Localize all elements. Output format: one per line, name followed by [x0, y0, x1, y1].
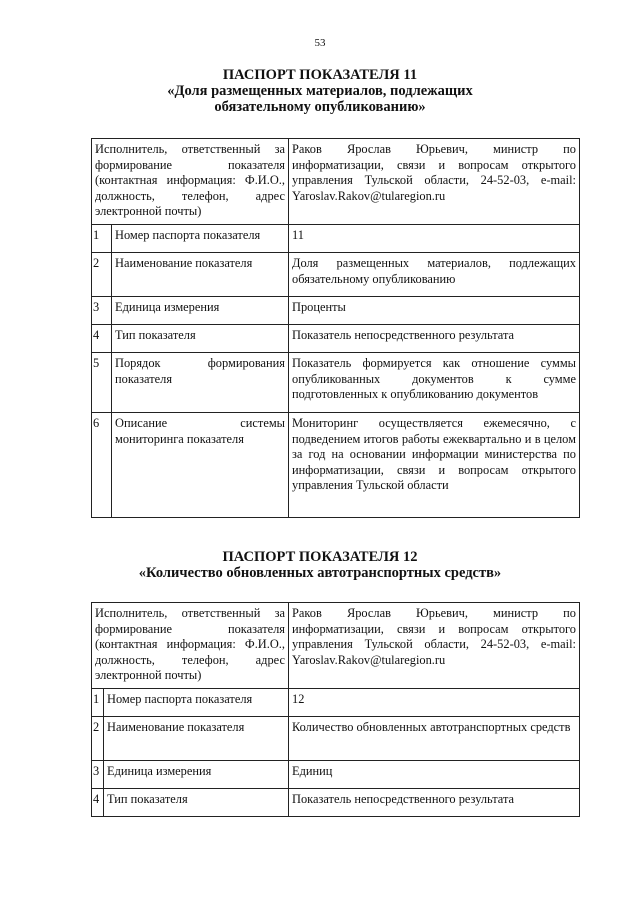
passport-title-line: ПАСПОРТ ПОКАЗАТЕЛЯ 11 — [222, 67, 418, 83]
row-label: Наименование показателя — [104, 717, 289, 761]
row-value: Единиц — [289, 761, 580, 789]
executor-label: Исполнитель, ответственный за формирование показателя (контактная информация: Ф.И.О., должность, телефон, адрес электронной почты) — [92, 603, 289, 689]
table-row — [92, 761, 580, 789]
row-label: Описание системы мониторинга показателя — [112, 413, 289, 518]
row-label: Наименование показателя — [112, 253, 289, 297]
row-label: Тип показателя — [112, 325, 289, 353]
row-value: Показатель формируется как отношение суммы опубликованных документов к сумме подготовленных к опубликованию документов — [289, 353, 580, 413]
executor-value: Раков Ярослав Юрьевич, министр по информатизации, связи и вопросам открытого управления Тульской области, 24-52-03, e-mail: Yaroslav.Rakov@tularegion.ru — [289, 139, 580, 225]
passport-table — [91, 602, 580, 817]
table-row — [92, 789, 580, 817]
table-row — [92, 325, 580, 353]
row-value: Мониторинг осуществляется ежемесячно, с подведением итогов работы ежеквартально и в целом за год на основании информации министерства по информатизации, связи и вопросам открытого управления Тульской области — [289, 413, 580, 518]
row-number: 4 — [92, 789, 104, 817]
executor-value: Раков Ярослав Юрьевич, министр по информатизации, связи и вопросам открытого управления Тульской области, 24-52-03, e-mail: Yaroslav.Rakov@tularegion.ru — [289, 603, 580, 689]
row-label: Номер паспорта показателя — [112, 225, 289, 253]
executor-row — [92, 603, 580, 689]
row-number: 4 — [92, 325, 112, 353]
row-number: 2 — [92, 253, 112, 297]
table-row — [92, 689, 580, 717]
row-value: 12 — [289, 689, 580, 717]
row-label: Порядок формирования показателя — [112, 353, 289, 413]
table-row — [92, 717, 580, 761]
table-row — [92, 225, 580, 253]
row-value: Показатель непосредственного результата — [289, 325, 580, 353]
row-label: Единица измерения — [112, 297, 289, 325]
row-number: 2 — [92, 717, 104, 761]
row-number: 1 — [92, 689, 104, 717]
row-value: 11 — [289, 225, 580, 253]
passport-title-line: обязательному опубликованию» — [214, 99, 426, 115]
row-label: Тип показателя — [104, 789, 289, 817]
page-number: 53 — [314, 37, 326, 49]
executor-row — [92, 139, 580, 225]
row-number: 3 — [92, 761, 104, 789]
passport-title — [0, 549, 640, 581]
passport-title — [0, 67, 640, 115]
row-number: 1 — [92, 225, 112, 253]
passport-title-line: «Доля размещенных материалов, подлежащих — [167, 83, 473, 99]
passport-title-line: ПАСПОРТ ПОКАЗАТЕЛЯ 12 — [222, 549, 418, 565]
table-row — [92, 297, 580, 325]
row-number: 3 — [92, 297, 112, 325]
row-value: Проценты — [289, 297, 580, 325]
row-value: Количество обновленных автотранспортных средств — [289, 717, 580, 761]
table-row — [92, 413, 580, 518]
passport-table — [91, 138, 580, 518]
table-row — [92, 253, 580, 297]
passport-title-line: «Количество обновленных автотранспортных средств» — [138, 565, 502, 581]
row-value: Показатель непосредственного результата — [289, 789, 580, 817]
executor-label: Исполнитель, ответственный за формирование показателя (контактная информация: Ф.И.О., должность, телефон, адрес электронной почты) — [92, 139, 289, 225]
row-number: 6 — [92, 413, 112, 518]
row-number: 5 — [92, 353, 112, 413]
row-label: Номер паспорта показателя — [104, 689, 289, 717]
table-row — [92, 353, 580, 413]
row-label: Единица измерения — [104, 761, 289, 789]
row-value: Доля размещенных материалов, подлежащих обязательному опубликованию — [289, 253, 580, 297]
